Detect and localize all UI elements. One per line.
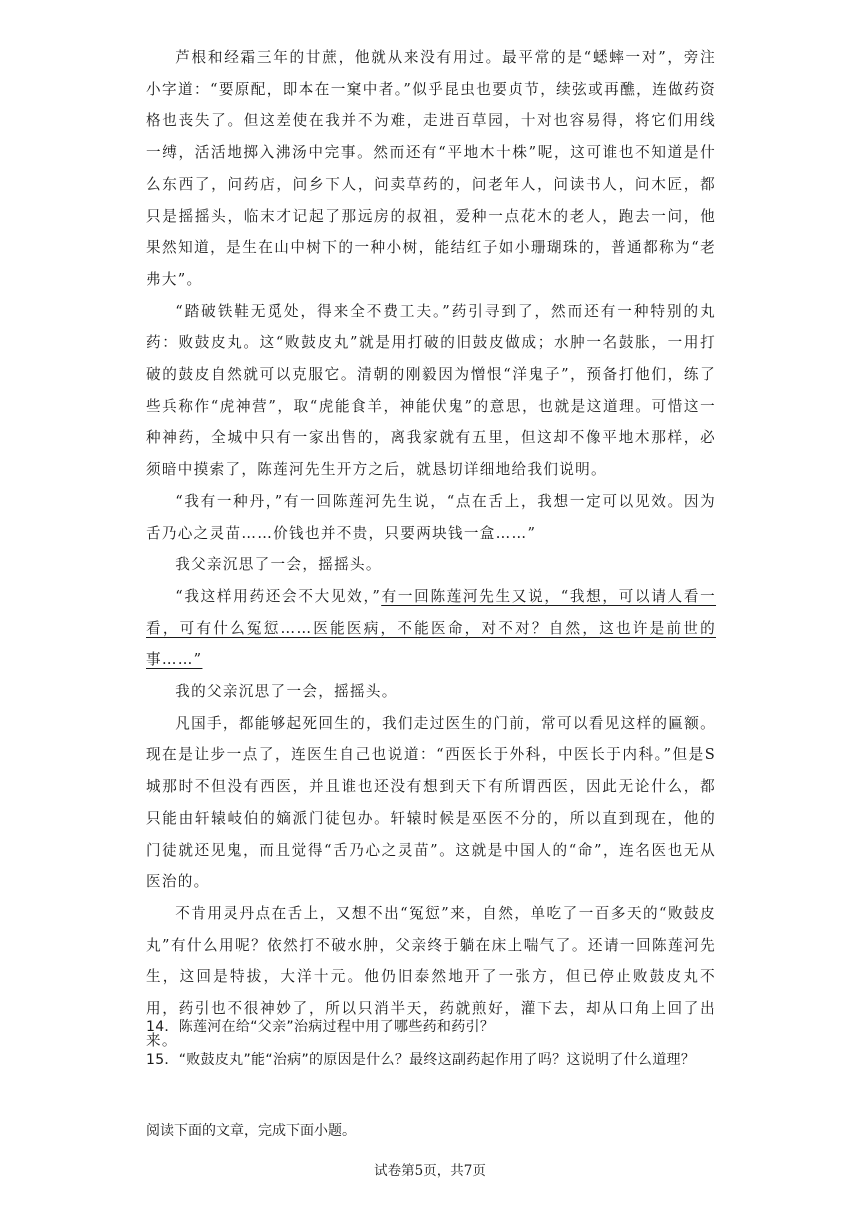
paragraph-father-shakes-head-1: 我父亲沉思了一会，摇摇头。 [175, 556, 382, 574]
paragraph-ending: 不肯用灵丹点在舌上，又想不出“冤愆”来，自然，单吃了一百多天的“败鼓皮丸”有什么用呢？依然打不破水肿，父亲终于躺在床上喘气了。还请一回陈莲河先生，这回是特拔，大洋十元。他仍旧泰然地开了一张方，但已停止败鼓皮丸不用，药引也不很神妙了，所以只消半天，药就煎好，灌下去，却从口角上回了出来。 [146, 904, 716, 1049]
question-15: 15．“败鼓皮丸”能“治病”的原因是什么？最终这副药起作用了吗？这说明了什么道理？ [146, 1052, 696, 1068]
paragraph-father-shakes-head-2: 我的父亲沉思了一会，摇摇头。 [175, 683, 398, 701]
paragraph-guoshou: 凡国手，都能够起死回生的，我们走过医生的门前，常可以看见这样的匾额。现在是让步一点了，连医生自己也说道：“西医长于外科，中医长于内科。”但是S城那时不但没有西医，并且谁也还没有想到天下有所谓西医，因此无论什么，都只能由轩辕岐伯的嫡派门徒包办。轩辕时候是巫医不分的，所以直到现在，他的门徒就还见鬼，而且觉得“舌乃心之灵苗”。这就是中国人的“命”，连名医也无从医治的。 [146, 714, 716, 891]
passage [146, 42, 716, 1057]
paragraph-elixir: “我有一种丹，”有一回陈莲河先生说，“点在舌上，我想一定可以见效。因为舌乃心之灵苗……价钱也并不贵，只要两块钱一盒……” [146, 492, 716, 542]
paragraph-drum-pill: “踏破铁鞋无觅处，得来全不费工夫。”药引寻到了，然而还有一种特别的丸药：败鼓皮丸。这“败鼓皮丸”就是用打破的旧鼓皮做成；水肿一名鼓胀，一用打破的鼓皮自然就可以克服它。清朝的刚毅因为憎恨“洋鬼子”，预备打他们，练了些兵称作“虎神营”，取“虎能食羊，神能伏鬼”的意思，也就是这道理。可惜这一种神药，全城中只有一家出售的，离我家就有五里，但这却不像平地木那样，必须暗中摸索了，陈莲河先生开方之后，就恳切详细地给我们说明。 [146, 302, 716, 479]
quote-lead: “我这样用药还会不大见效，” [175, 587, 382, 605]
page-footer: 试卷第5页，共7页 [374, 1163, 486, 1179]
underlined-sentence: 有一回陈莲河先生又说，“我想，可以请人看一看，可有什么冤愆……医能医病，不能医命，对不对？自然，这也许是前世的事……” [146, 587, 717, 669]
reading-instruction: 阅读下面的文章，完成下面小题。 [146, 1123, 356, 1139]
question-14: 14．陈莲河在给“父亲”治病过程中用了哪些药和药引？ [146, 1019, 495, 1035]
paragraph-cricket: 芦根和经霜三年的甘蔗，他就从来没有用过。最平常的是“蟋蟀一对”，旁注小字道：“要原配，即本在一窠中者。”似乎昆虫也要贞节，续弦或再醮，连做药资格也丧失了。但这差使在我并不为难，走进百草园，十对也容易得，将它们用线一缚，活活地掷入沸汤中完事。然而还有“平地木十株”呢，这可谁也不知道是什么东西了，问药店，问乡下人，问卖草药的，问老年人，问读书人，问木匠，都只是摇摇头，临末才记起了那远房的叔祖，爱种一点花木的老人，跑去一问，他果然知道，是生在山中树下的一种小树，能结红子如小珊瑚珠的，普通都称为“老弗大”。 [146, 49, 716, 288]
paragraph-underlined-quote [146, 581, 716, 676]
